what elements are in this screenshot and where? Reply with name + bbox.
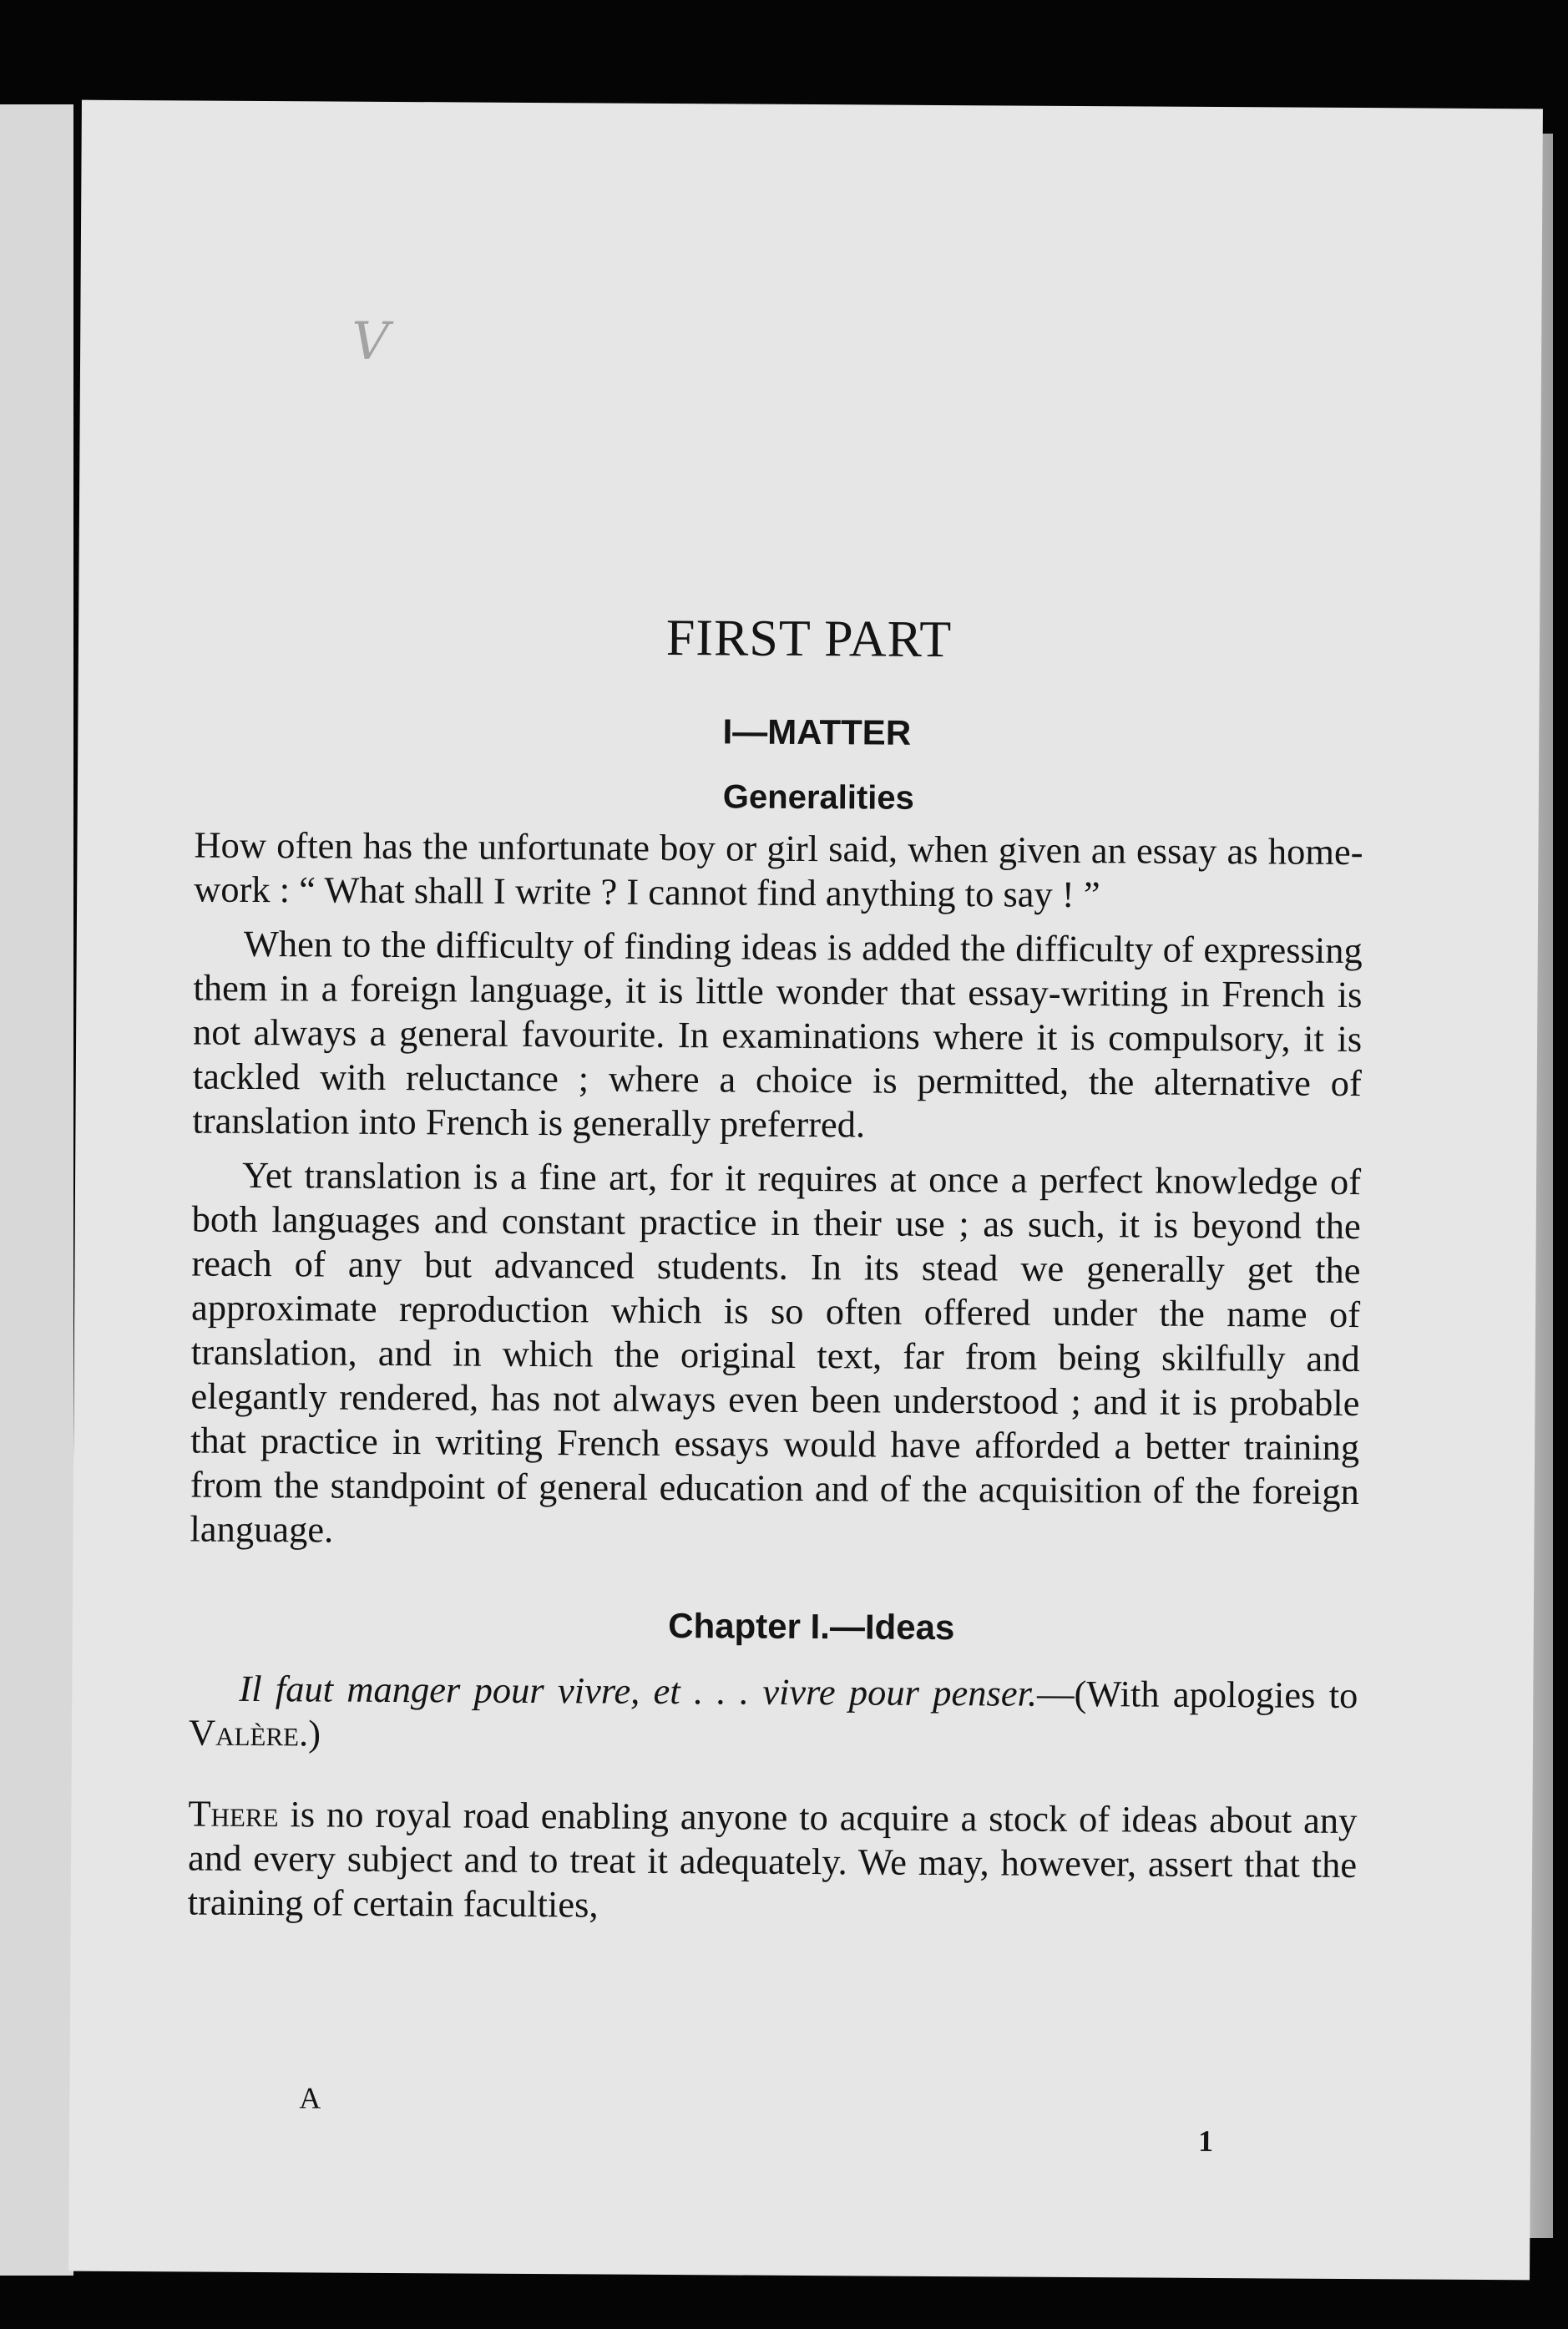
signature-mark: A: [299, 2081, 321, 2115]
epigraph: [189, 1666, 1358, 1762]
page-content: [188, 502, 1365, 1932]
chapter-heading: Chapter I.—Ideas: [668, 1606, 955, 1648]
paragraph-1: How often has the unfortunate boy or girl said, when given an essay as home-work : “ What shall I write ? I cannot find anything to say ! ”: [194, 823, 1363, 916]
book-page: [68, 100, 1543, 2281]
part-title: FIRST PART: [665, 609, 953, 669]
pencil-annotation: V: [351, 310, 390, 372]
chapter-paragraph: [188, 1791, 1358, 1932]
paragraph-2: When to the difficulty of finding ideas is added the difficulty of expressing them in a foreign language, it is little wonder that essay-writing in French is not always a general favourite. In examinations where it is compulsory, it is tackled with reluctance ; where a choice is permitted, the alternative of translation into French is generally preferred.: [192, 922, 1363, 1146]
epigraph-attribution-suffix: .): [298, 1712, 321, 1754]
page-number: 1: [1197, 2124, 1214, 2159]
sub-heading: Generalities: [722, 778, 915, 817]
epigraph-quote: Il faut manger pour vivre, et . . . vivre pour penser.: [239, 1667, 1038, 1714]
paragraph-3: Yet translation is a fine art, for it requires at once a perfect knowledge of both languages and constant practice in their use ; as such, it is beyond the reach of any but advanced students. In its stead we generally get the approximate reproduction which is so often offered under the name of translation, and in which the original text, far from being skilfully and elegantly rendered, has not always even been understood ; and it is probable that practice in writing French essays would have afforded a better training from the standpoint of general education and of the acquisition of the foreign language.: [190, 1153, 1362, 1551]
chapter-lead-word: There: [188, 1792, 279, 1835]
facing-page-edge: [0, 104, 73, 2276]
epigraph-attribution-name: Valère: [188, 1711, 300, 1754]
chapter-paragraph-text: is no royal road enabling anyone to acquire a stock of ideas about any and every subject and to treat it adequately. We may, however, assert that the training of certain faculties,: [187, 1793, 1358, 1926]
epigraph-attribution-prefix: —(With apologies to: [1036, 1672, 1358, 1717]
section-heading: I—MATTER: [722, 711, 912, 752]
